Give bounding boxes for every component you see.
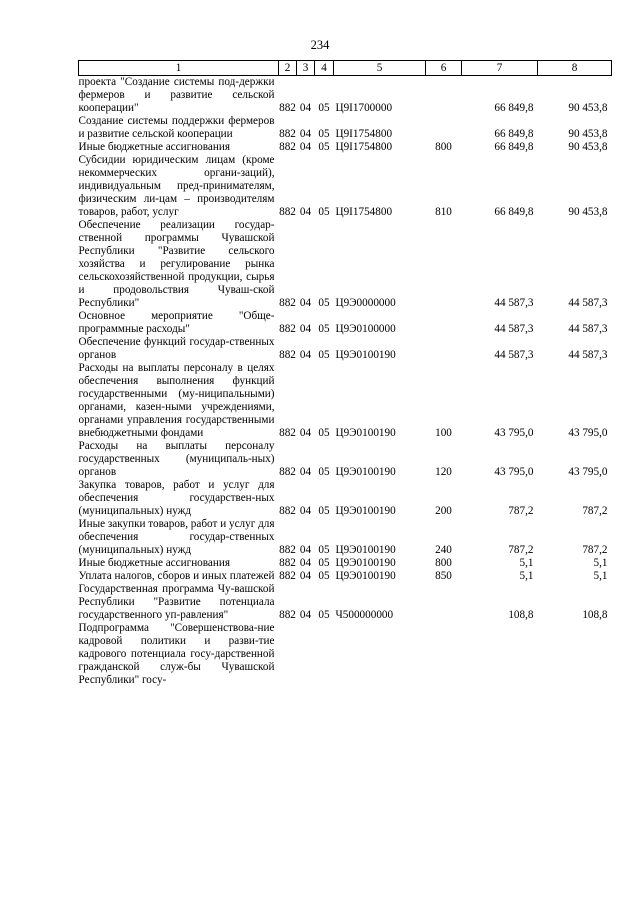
subsection-code-cell: 05: [318, 297, 330, 309]
table-row: [79, 622, 612, 687]
target-article-cell: Ц9I1754800: [335, 141, 393, 153]
expense-type-cell: [426, 336, 462, 362]
budget-table: [78, 60, 612, 687]
target-article-cell: Ц9I1700000: [335, 102, 393, 114]
target-article-cell: [334, 622, 426, 687]
expense-type-cell: 120: [435, 466, 452, 478]
target-article-cell: Ц9Э0100190: [335, 557, 396, 569]
subsection-code-cell: [315, 622, 334, 687]
ministry-code-cell: 882: [279, 544, 296, 556]
expense-name-cell: Субсидии юридическим лицам (кроме некоммерческих органи-заций), индивидуальным пред-принимателям, физическим ли-цам – производителям товаров, работ, услуг: [78, 154, 275, 218]
subsection-code-cell: 05: [318, 141, 330, 153]
expense-name-cell: Уплата налогов, сборов и иных платежей: [78, 570, 275, 582]
target-article-cell: Ц9Э0100190: [335, 349, 396, 361]
section-code-cell: 04: [299, 206, 312, 218]
expense-type-cell: 810: [435, 206, 452, 218]
section-code-cell: 04: [299, 466, 312, 478]
ministry-code-cell: 882: [279, 128, 296, 140]
ministry-code-cell: 882: [279, 206, 296, 218]
expense-type-cell: [426, 219, 462, 310]
ministry-code-cell: 882: [279, 557, 296, 569]
expense-type-cell: [426, 76, 462, 116]
table-row: [79, 557, 612, 570]
table-row: [79, 479, 612, 518]
amount-year2-cell: 44 587,3: [568, 349, 608, 361]
amount-year2-cell: 787,2: [582, 505, 608, 517]
column-header-3: 3: [297, 61, 315, 76]
table-header: [79, 61, 612, 76]
section-code-cell: 04: [299, 544, 312, 556]
expense-type-cell: [426, 310, 462, 336]
table-row: [79, 310, 612, 336]
section-code-cell: 04: [299, 141, 312, 153]
table-row: [79, 336, 612, 362]
subsection-code-cell: 05: [318, 570, 330, 582]
amount-year1-cell: 44 587,3: [494, 297, 534, 309]
amount-year2-cell: 43 795,0: [568, 466, 608, 478]
amount-year1-cell: 44 587,3: [494, 323, 534, 335]
section-code-cell: 04: [299, 128, 312, 140]
column-header-6: 6: [426, 61, 462, 76]
table-row: [79, 141, 612, 154]
target-article-cell: Ц9Э0000000: [335, 297, 396, 309]
amount-year2-cell: [538, 622, 612, 687]
table-row: [79, 219, 612, 310]
target-article-cell: Ц9Э0100190: [335, 466, 396, 478]
section-code-cell: 04: [299, 505, 312, 517]
section-code-cell: 04: [299, 297, 312, 309]
ministry-code-cell: 882: [279, 297, 296, 309]
column-header-8: 8: [538, 61, 612, 76]
table-row: [79, 76, 612, 116]
subsection-code-cell: 05: [318, 609, 330, 621]
subsection-code-cell: 05: [318, 466, 330, 478]
target-article-cell: Ц9Э0100190: [335, 544, 396, 556]
amount-year1-cell: [462, 622, 538, 687]
amount-year1-cell: 5,1: [519, 557, 534, 569]
table-row: [79, 583, 612, 622]
expense-type-cell: 100: [435, 427, 452, 439]
amount-year2-cell: 43 795,0: [568, 427, 608, 439]
column-header-1: 1: [79, 61, 279, 76]
subsection-code-cell: 05: [318, 427, 330, 439]
amount-year2-cell: 44 587,3: [568, 323, 608, 335]
target-article-cell: Ц9I1754800: [335, 206, 393, 218]
amount-year1-cell: 66 849,8: [494, 141, 534, 153]
amount-year2-cell: 90 453,8: [568, 206, 608, 218]
column-header-5: 5: [334, 61, 426, 76]
subsection-code-cell: 05: [318, 505, 330, 517]
ministry-code-cell: 882: [279, 323, 296, 335]
expense-type-cell: 850: [435, 570, 452, 582]
target-article-cell: Ц9I1754800: [335, 128, 393, 140]
ministry-code-cell: 882: [279, 609, 296, 621]
target-article-cell: Ц9Э0100190: [335, 505, 396, 517]
ministry-code-cell: 882: [279, 102, 296, 114]
subsection-code-cell: 05: [318, 206, 330, 218]
target-article-cell: Ч500000000: [335, 609, 394, 621]
expense-type-cell: [426, 622, 462, 687]
subsection-code-cell: 05: [318, 349, 330, 361]
expense-name-cell: Расходы на выплаты персоналу государственных (муниципаль-ных) органов: [78, 440, 275, 478]
subsection-code-cell: 05: [318, 323, 330, 335]
amount-year1-cell: 787,2: [508, 505, 534, 517]
table-row: [79, 362, 612, 440]
amount-year1-cell: 43 795,0: [494, 427, 534, 439]
amount-year1-cell: 5,1: [519, 570, 534, 582]
section-code-cell: 04: [299, 609, 312, 621]
expense-name-cell: Создание системы поддержки фермеров и развитие сельской кооперации: [78, 115, 275, 140]
expense-name-cell: Закупка товаров, работ и услуг для обеспечения государствен-ных (муниципальных) нужд: [78, 479, 275, 517]
section-code-cell: [297, 622, 315, 687]
amount-year2-cell: 90 453,8: [568, 102, 608, 114]
expense-name-cell: Основное мероприятие "Обще-программные расходы": [78, 310, 275, 335]
amount-year1-cell: 43 795,0: [494, 466, 534, 478]
amount-year2-cell: 5,1: [593, 557, 608, 569]
section-code-cell: 04: [299, 323, 312, 335]
ministry-code-cell: 882: [279, 505, 296, 517]
amount-year2-cell: 44 587,3: [568, 297, 608, 309]
subsection-code-cell: 05: [318, 102, 330, 114]
target-article-cell: Ц9Э0100190: [335, 570, 396, 582]
ministry-code-cell: 882: [279, 570, 296, 582]
table-row: [79, 154, 612, 219]
expense-name-cell: Иные бюджетные ассигнования: [78, 557, 230, 569]
section-code-cell: 04: [299, 102, 312, 114]
table-row: [79, 518, 612, 557]
expense-type-cell: 800: [435, 141, 452, 153]
expense-name-cell: Обеспечение функций государ-ственных органов: [78, 336, 275, 361]
ministry-code-cell: 882: [279, 427, 296, 439]
column-header-2: 2: [279, 61, 297, 76]
amount-year2-cell: 90 453,8: [568, 128, 608, 140]
expense-name-cell: Иные бюджетные ассигнования: [78, 141, 230, 153]
subsection-code-cell: 05: [318, 544, 330, 556]
expense-type-cell: 200: [435, 505, 452, 517]
amount-year2-cell: 787,2: [582, 544, 608, 556]
amount-year1-cell: 787,2: [508, 544, 534, 556]
amount-year2-cell: 90 453,8: [568, 141, 608, 153]
amount-year2-cell: 108,8: [582, 609, 608, 621]
table-body: [79, 76, 612, 688]
expense-name-cell: Государственная программа Чу-вашской Республики "Развитие потенциала государственного уп-равления": [78, 583, 275, 621]
section-code-cell: 04: [299, 349, 312, 361]
expense-type-cell: [426, 583, 462, 622]
target-article-cell: Ц9Э0100190: [335, 427, 396, 439]
amount-year1-cell: 66 849,8: [494, 206, 534, 218]
amount-year2-cell: 5,1: [593, 570, 608, 582]
amount-year1-cell: 66 849,8: [494, 102, 534, 114]
ministry-code-cell: [279, 622, 297, 687]
table-row: [79, 570, 612, 583]
column-header-4: 4: [315, 61, 334, 76]
subsection-code-cell: 05: [318, 557, 330, 569]
ministry-code-cell: 882: [279, 466, 296, 478]
amount-year1-cell: 108,8: [508, 609, 534, 621]
target-article-cell: Ц9Э0100000: [335, 323, 396, 335]
ministry-code-cell: 882: [279, 349, 296, 361]
amount-year1-cell: 66 849,8: [494, 128, 534, 140]
expense-type-cell: 240: [435, 544, 452, 556]
column-number-row: [79, 61, 612, 76]
page-number: 234: [310, 38, 330, 52]
expense-type-cell: [426, 115, 462, 141]
column-header-7: 7: [462, 61, 538, 76]
section-code-cell: 04: [299, 427, 312, 439]
expense-type-cell: 800: [435, 557, 452, 569]
subsection-code-cell: 05: [318, 128, 330, 140]
section-code-cell: 04: [299, 570, 312, 582]
table-row: [79, 115, 612, 141]
expense-name-cell: Расходы на выплаты персоналу в целях обеспечения выполнения функций государственными (му-ниципальными) органами, казен-ными учреждениями, органами управления государственными внебюджетными фондами: [78, 362, 275, 439]
expense-name-cell: Подпрограмма "Совершенствова-ние кадровой политики и разви-тие кадрового потенциала госу-дарственной гражданской служ-бы Чувашской Республики" госу-: [78, 622, 275, 686]
expense-name-cell: Обеспечение реализации государ-ственной программы Чувашской Республики "Развитие сельского хозяйства и регулирование рынка сельскохозяйственной продукции, сырья и продовольствия Чуваш-ской Республики": [78, 219, 275, 309]
expense-name-cell: проекта "Создание системы под-держки фермеров и развитие сельской кооперации": [78, 76, 275, 114]
ministry-code-cell: 882: [279, 141, 296, 153]
amount-year1-cell: 44 587,3: [494, 349, 534, 361]
section-code-cell: 04: [299, 557, 312, 569]
expense-name-cell: Иные закупки товаров, работ и услуг для обеспечения государ-ственных (муниципальных) нужд: [78, 518, 275, 556]
table-row: [79, 440, 612, 479]
